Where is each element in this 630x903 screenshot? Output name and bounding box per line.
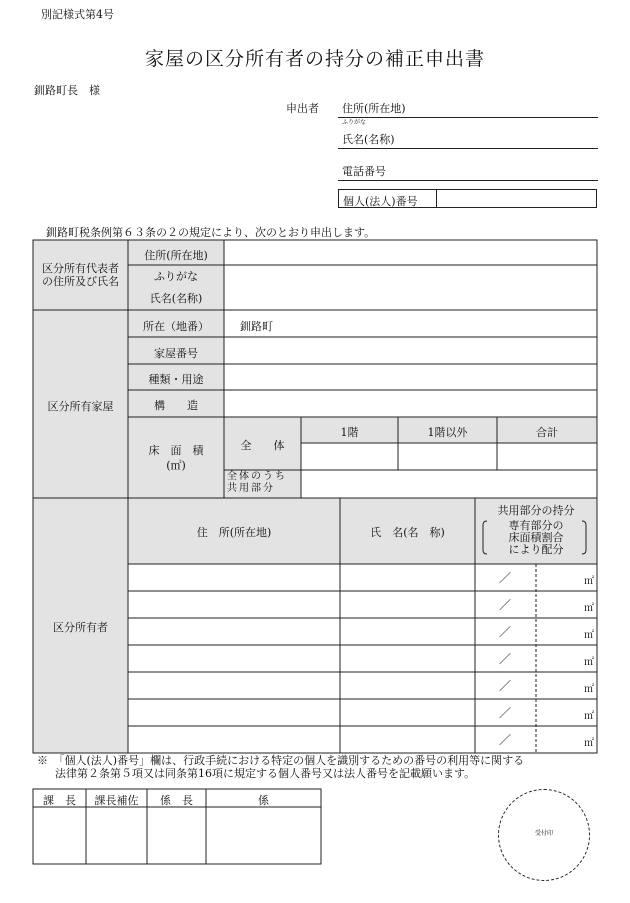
intro-text: 釧路町税条例第６３条の２の規定により、次のとおり申出します。: [46, 226, 376, 239]
owner-share-slash: ／: [499, 733, 512, 747]
rep-address-label: 住所(所在地): [144, 249, 208, 262]
note: ※ 「個人(法人)番号」欄は、行政手続における特定の個人を識別するための番号の利用等に関する 法律第２条第５項又は同条第16項に規定する個人番号又は法人番号を記載願います。: [37, 754, 525, 780]
house-sum-label: 合計: [536, 426, 558, 439]
owners-share-subheader: 専有部分の 床面積割合 により配分: [508, 519, 564, 556]
owner-share-unit: ㎡: [584, 738, 594, 749]
house-label: 区分所有家屋: [47, 400, 114, 413]
owner-share-unit: ㎡: [584, 657, 594, 668]
mynumber-label: 個人(法人)番号: [343, 195, 418, 208]
house-type-label: 種類・用途: [148, 373, 204, 386]
house-shared-label: 全体のうち 共用部分: [227, 471, 287, 494]
house-total-label: 全 体: [240, 439, 285, 452]
page-title: 家屋の区分所有者の持分の補正申出書: [144, 48, 485, 70]
reception-stamp: 受付印: [498, 789, 590, 881]
rep-furigana-label: ふりがな: [154, 270, 198, 283]
owner-share-unit: ㎡: [584, 684, 594, 695]
owners-share-header: 共用部分の持分: [497, 504, 575, 517]
approval-col-section-chief: 課 長: [43, 794, 76, 807]
owner-share-unit: ㎡: [584, 711, 594, 722]
owner-share-slash: ／: [499, 625, 512, 639]
form-id: 別記様式第4号: [41, 8, 114, 21]
house-location-value: 釧路町: [240, 320, 273, 333]
owners-name-header: 氏 名(名 称): [370, 526, 445, 539]
rep-label: 区分所有代表者 の住所及び氏名: [42, 262, 119, 288]
rep-name-label: 氏名(名称): [149, 292, 203, 305]
house-floor-other-label: 1階以外: [427, 426, 468, 439]
house-structure-label: 構 造: [154, 399, 198, 412]
applicant-furigana-label: ふりがな: [342, 119, 367, 126]
owner-share-slash: ／: [499, 571, 512, 585]
owner-share-slash: ／: [499, 652, 512, 666]
applicant-label: 申出者: [286, 102, 319, 115]
owner-share-unit: ㎡: [584, 630, 594, 641]
applicant-address-label: 住所(所在地): [342, 102, 406, 115]
approval-col-subsection-chief: 係 長: [160, 794, 193, 807]
owner-share-slash: ／: [499, 598, 512, 612]
applicant-phone-label: 電話番号: [342, 165, 386, 178]
house-location-label: 所在（地番）: [143, 320, 209, 333]
applicant-name-label: 氏名(名称): [342, 133, 395, 146]
house-floor1-label: 1階: [340, 426, 359, 439]
addressee: 釧路町長 様: [34, 84, 100, 97]
owner-share-slash: ／: [499, 706, 512, 720]
owner-share-slash: ／: [499, 679, 512, 693]
approval-col-deputy: 課長補佐: [94, 794, 139, 807]
owners-address-header: 住 所(所在地): [196, 526, 272, 539]
house-floor-label: 床 面 積 (㎡): [148, 444, 204, 472]
house-number-label: 家屋番号: [154, 347, 198, 360]
approval-col-staff: 係: [258, 794, 269, 807]
owner-share-unit: ㎡: [584, 603, 594, 614]
owners-label: 区分所有者: [53, 621, 108, 634]
owner-share-unit: ㎡: [584, 576, 594, 587]
